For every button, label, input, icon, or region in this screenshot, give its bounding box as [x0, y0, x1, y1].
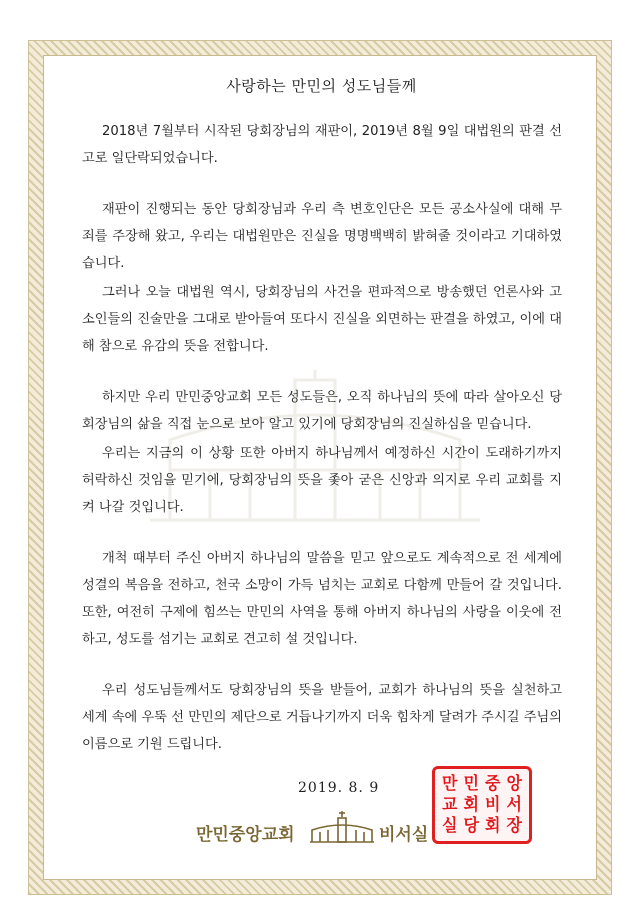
- paragraph-3: 그러나 오늘 대법원 역시, 당회장님의 사건을 편파적으로 방송했던 언론사와 고소인들의 진술만을 그대로 받아들여 또다시 진실을 외면하는 판결을 하였고, 이에 대해 참으로 유감의 뜻을 전합니다.: [82, 285, 562, 354]
- letter-body: [82, 118, 562, 758]
- footer-office-name: 비서실: [379, 825, 429, 845]
- letter-title: 사랑하는 만민의 성도님들께: [226, 77, 417, 95]
- church-building-logo-icon: [308, 810, 376, 844]
- red-seal-stamp: 만 민 중 앙 교 회 비 서 실 당 회 장: [432, 766, 532, 844]
- paragraph-4: 하지만 우리 만민중앙교회 모든 성도들은, 오직 하나님의 뜻에 따라 살아오신 당회장님의 삶을 직접 눈으로 보아 알고 있기에 당회장님의 진실하심을 믿습니다.: [82, 390, 562, 432]
- paragraph-7: 우리 성도님들께서도 당회장님의 뜻을 받들어, 교회가 하나님의 뜻을 실천하고 세계 속에 우뚝 선 만민의 제단으로 거듭나기까지 더욱 힘차게 달려가 주시길 주님의 이름으로 기원 드립니다.: [82, 683, 562, 752]
- paragraph-2: 재판이 진행되는 동안 당회장님과 우리 측 변호인단은 모든 공소사실에 대해 무죄를 주장해 왔고, 우리는 대법원만은 진실을 명명백백히 밝혀줄 것이라고 기대하였습니다.: [82, 202, 562, 271]
- letter-date: 2019. 8. 9: [298, 780, 380, 796]
- footer-church-name: 만민중앙교회: [196, 825, 295, 845]
- paragraph-5: 우리는 지금의 이 상황 또한 아버지 하나님께서 예정하신 시간이 도래하기까지 허락하신 것임을 믿기에, 당회장님의 뜻을 좇아 굳은 신앙과 의지로 우리 교회를 지켜 나갈 것입니다.: [82, 446, 562, 515]
- paragraph-1: 2018년 7월부터 시작된 당회장님의 재판이, 2019년 8월 9일 대법원의 판결 선고로 일단락되었습니다.: [82, 124, 562, 166]
- paragraph-6: 개척 때부터 주신 아버지 하나님의 말씀을 믿고 앞으로도 계속적으로 전 세계에 성결의 복음을 전하고, 천국 소망이 가득 넘치는 교회로 다함께 만들어 갈 것입니다. 또한, 여전히 구제에 힘쓰는 만민의 사역을 통해 아버지 하나님의 사랑을 이웃에 전하고, 성도를 섬기는 교회로 견고히 설 것입니다.: [82, 551, 562, 647]
